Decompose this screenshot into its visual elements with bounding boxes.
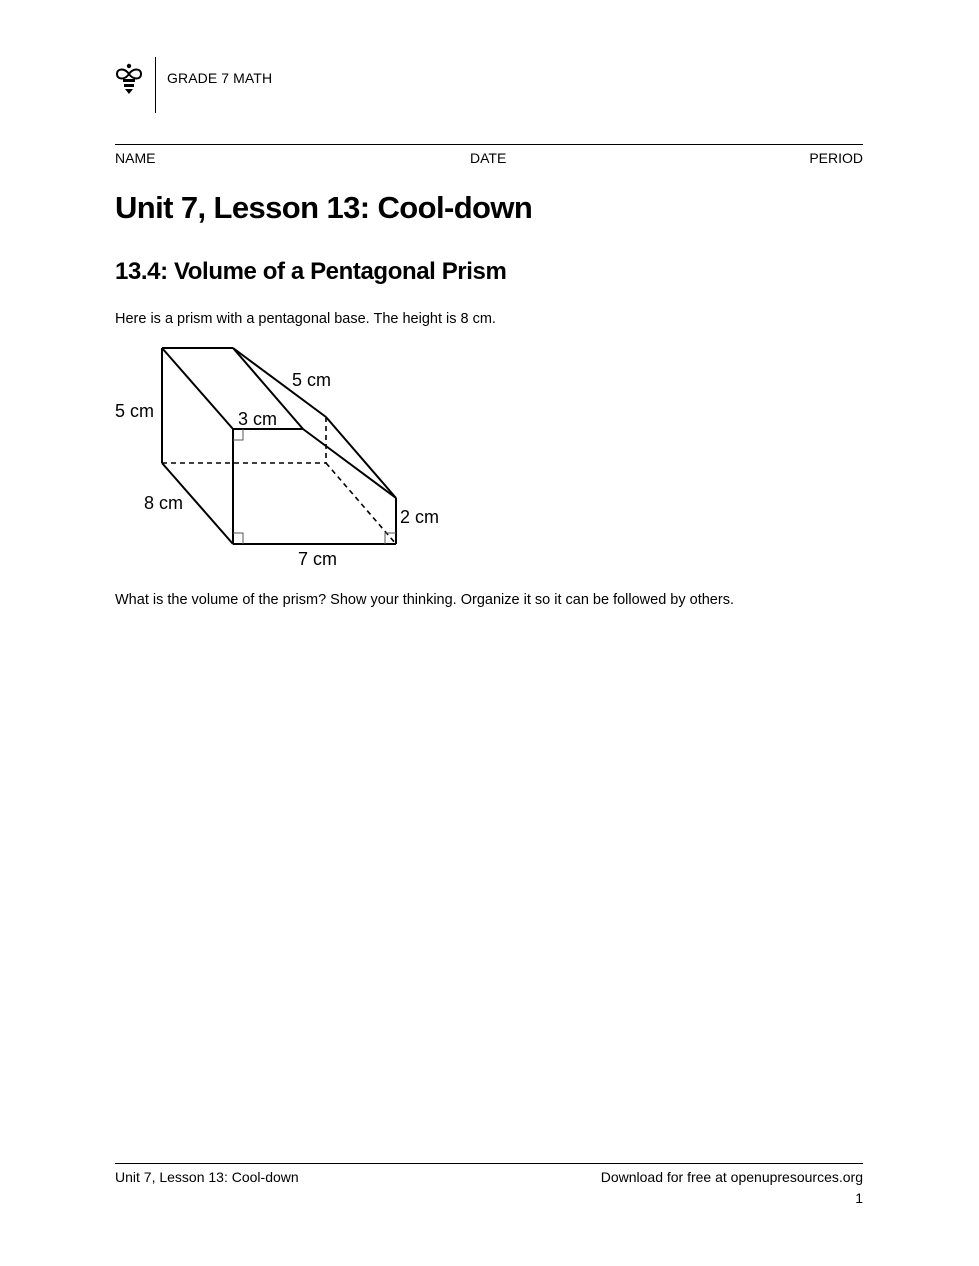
- footer-rule: [115, 1163, 863, 1164]
- date-field-label: DATE: [470, 150, 507, 166]
- top-width-label: 3 cm: [238, 409, 278, 429]
- page-number: 1: [855, 1190, 863, 1206]
- right-height-label: 2 cm: [400, 507, 440, 527]
- left-height-label: 5 cm: [115, 401, 155, 421]
- section-title: 13.4: Volume of a Pentagonal Prism: [115, 258, 507, 285]
- name-field-label: NAME: [115, 150, 156, 166]
- page-title: Unit 7, Lesson 13: Cool-down: [115, 190, 533, 225]
- depth-label: 8 cm: [144, 493, 184, 513]
- header-divider: [155, 57, 156, 113]
- prism-figure: [100, 335, 460, 580]
- footer-lesson: Unit 7, Lesson 13: Cool-down: [115, 1169, 299, 1185]
- course-label: GRADE 7 MATH: [167, 70, 273, 86]
- footer-download-link[interactable]: Download for free at openupresources.org: [600, 1169, 863, 1185]
- slant-top-label: 5 cm: [292, 370, 332, 390]
- question-text: What is the volume of the prism? Show your thinking. Organize it so it can be followed by others.: [115, 592, 734, 608]
- bee-logo-icon: [114, 62, 146, 96]
- bottom-width-label: 7 cm: [298, 549, 338, 569]
- header-rule: [115, 144, 863, 145]
- period-field-label: PERIOD: [809, 150, 863, 166]
- intro-text: Here is a prism with a pentagonal base. The height is 8 cm.: [115, 311, 496, 327]
